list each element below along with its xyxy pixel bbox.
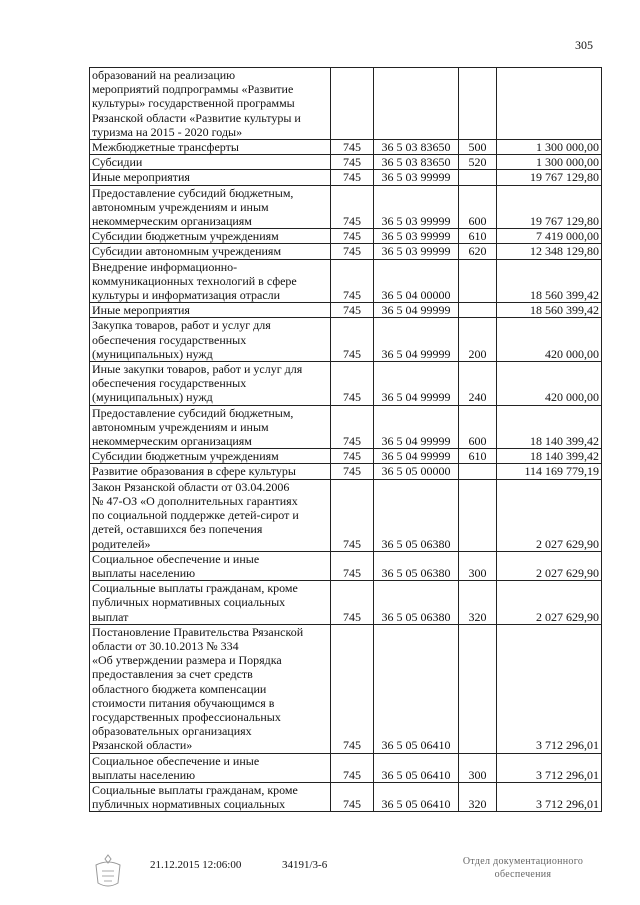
row-name: Субсидии бюджетным учреждениям — [90, 449, 331, 464]
table-row — [90, 318, 602, 362]
row-target-code: 36 5 04 99999 — [374, 405, 459, 449]
table-row — [90, 140, 602, 155]
row-target-code: 36 5 05 06380 — [374, 479, 459, 551]
row-gr-code: 745 — [331, 362, 374, 406]
row-amount: 2 027 629,90 — [497, 551, 602, 580]
row-expense-type — [459, 303, 497, 318]
row-name: образований на реализацию мероприятий подпрограммы «Развитие культуры» государственной программы Рязанской области «Развитие культуры и туризма на 2015 - 2020 годы» — [90, 68, 331, 140]
row-amount: 12 348 129,80 — [497, 244, 602, 259]
page-number: 305 — [575, 38, 593, 52]
row-gr-code: 745 — [331, 624, 374, 753]
row-expense-type — [459, 68, 497, 140]
row-name: Социальное обеспечение и иные выплаты населению — [90, 753, 331, 782]
row-target-code: 36 5 05 06380 — [374, 551, 459, 580]
table-row — [90, 753, 602, 782]
row-amount: 420 000,00 — [497, 362, 602, 406]
row-expense-type: 600 — [459, 405, 497, 449]
row-gr-code: 745 — [331, 405, 374, 449]
budget-table — [89, 67, 602, 812]
row-target-code: 36 5 05 06410 — [374, 782, 459, 811]
row-amount: 19 767 129,80 — [497, 170, 602, 185]
stamp-line-1: Отдел документационного — [462, 856, 584, 867]
row-expense-type: 600 — [459, 185, 497, 229]
row-expense-type: 320 — [459, 782, 497, 811]
emblem-icon — [92, 853, 124, 891]
table-row — [90, 624, 602, 753]
row-gr-code: 745 — [331, 318, 374, 362]
row-name: Иные мероприятия — [90, 170, 331, 185]
row-name: Внедрение информационно- коммуникационных технологий в сфере культуры и информатизация отрасли — [90, 259, 331, 303]
row-expense-type: 610 — [459, 229, 497, 244]
table-row — [90, 405, 602, 449]
row-expense-type: 320 — [459, 581, 497, 625]
row-gr-code: 745 — [331, 782, 374, 811]
row-amount: 420 000,00 — [497, 318, 602, 362]
row-name: Субсидии — [90, 155, 331, 170]
row-gr-code: 745 — [331, 551, 374, 580]
row-amount: 19 767 129,80 — [497, 185, 602, 229]
footer-code: 34191/3-6 — [282, 859, 328, 871]
row-amount: 3 712 296,01 — [497, 782, 602, 811]
row-gr-code: 745 — [331, 259, 374, 303]
row-name: Субсидии бюджетным учреждениям — [90, 229, 331, 244]
row-amount: 18 560 399,42 — [497, 303, 602, 318]
row-target-code: 36 5 04 99999 — [374, 303, 459, 318]
row-amount: 2 027 629,90 — [497, 581, 602, 625]
row-gr-code: 745 — [331, 170, 374, 185]
row-amount: 18 140 399,42 — [497, 405, 602, 449]
table-row — [90, 170, 602, 185]
row-target-code: 36 5 03 99999 — [374, 244, 459, 259]
row-gr-code: 745 — [331, 464, 374, 479]
row-target-code — [374, 68, 459, 140]
department-stamp — [448, 855, 598, 881]
table-row — [90, 259, 602, 303]
row-target-code: 36 5 03 83650 — [374, 140, 459, 155]
table-row — [90, 464, 602, 479]
table-row — [90, 449, 602, 464]
row-name: Закон Рязанской области от 03.04.2006 № 47-ОЗ «О дополнительных гарантиях по социальной поддержке детей-сирот и детей, оставшихся без попечения родителей» — [90, 479, 331, 551]
row-target-code: 36 5 05 06410 — [374, 624, 459, 753]
row-expense-type — [459, 479, 497, 551]
row-gr-code: 745 — [331, 303, 374, 318]
table-row — [90, 551, 602, 580]
row-gr-code: 745 — [331, 155, 374, 170]
row-expense-type: 300 — [459, 753, 497, 782]
table-row — [90, 155, 602, 170]
row-target-code: 36 5 03 99999 — [374, 170, 459, 185]
row-expense-type: 200 — [459, 318, 497, 362]
row-target-code: 36 5 05 06380 — [374, 581, 459, 625]
row-name: Иные мероприятия — [90, 303, 331, 318]
row-name: Иные закупки товаров, работ и услуг для обеспечения государственных (муниципальных) нужд — [90, 362, 331, 406]
row-amount: 1 300 000,00 — [497, 155, 602, 170]
row-expense-type — [459, 259, 497, 303]
stamp-line-2: обеспечения — [494, 869, 552, 880]
row-target-code: 36 5 04 00000 — [374, 259, 459, 303]
table-row — [90, 362, 602, 406]
row-expense-type: 520 — [459, 155, 497, 170]
row-name: Развитие образования в сфере культуры — [90, 464, 331, 479]
row-name: Предоставление субсидий бюджетным, автономным учреждениям и иным некоммерческим организациям — [90, 185, 331, 229]
footer-date: 21.12.2015 12:06:00 — [150, 859, 242, 871]
row-expense-type: 500 — [459, 140, 497, 155]
row-expense-type — [459, 624, 497, 753]
row-amount: 2 027 629,90 — [497, 479, 602, 551]
row-expense-type — [459, 170, 497, 185]
row-amount — [497, 68, 602, 140]
row-name: Постановление Правительства Рязанской области от 30.10.2013 № 334 «Об утверждении размера и Порядка предоставления за счет средств областного бюджета компенсации стоимости питания обучающимся в государственных профессиональных образовательных организациях Рязанской области» — [90, 624, 331, 753]
table-body — [90, 68, 602, 812]
row-name: Социальные выплаты гражданам, кроме публичных нормативных социальных — [90, 782, 331, 811]
row-expense-type — [459, 464, 497, 479]
table-row — [90, 185, 602, 229]
row-expense-type: 610 — [459, 449, 497, 464]
row-amount: 114 169 779,19 — [497, 464, 602, 479]
row-amount: 3 712 296,01 — [497, 753, 602, 782]
table-row — [90, 68, 602, 140]
row-gr-code: 745 — [331, 140, 374, 155]
table-row — [90, 782, 602, 811]
row-amount: 18 560 399,42 — [497, 259, 602, 303]
row-expense-type: 240 — [459, 362, 497, 406]
row-amount: 3 712 296,01 — [497, 624, 602, 753]
row-name: Закупка товаров, работ и услуг для обеспечения государственных (муниципальных) нужд — [90, 318, 331, 362]
row-target-code: 36 5 05 00000 — [374, 464, 459, 479]
row-target-code: 36 5 03 99999 — [374, 229, 459, 244]
row-target-code: 36 5 04 99999 — [374, 449, 459, 464]
row-gr-code — [331, 68, 374, 140]
row-target-code: 36 5 04 99999 — [374, 318, 459, 362]
row-name: Предоставление субсидий бюджетным, автономным учреждениям и иным некоммерческим организациям — [90, 405, 331, 449]
row-gr-code: 745 — [331, 449, 374, 464]
row-gr-code: 745 — [331, 244, 374, 259]
table-row — [90, 479, 602, 551]
row-gr-code: 745 — [331, 185, 374, 229]
row-amount: 1 300 000,00 — [497, 140, 602, 155]
row-gr-code: 745 — [331, 753, 374, 782]
row-name: Социальное обеспечение и иные выплаты населению — [90, 551, 331, 580]
row-gr-code: 745 — [331, 581, 374, 625]
row-target-code: 36 5 03 99999 — [374, 185, 459, 229]
row-name: Межбюджетные трансферты — [90, 140, 331, 155]
table-row — [90, 244, 602, 259]
row-expense-type: 620 — [459, 244, 497, 259]
row-name: Субсидии автономным учреждениям — [90, 244, 331, 259]
table-row — [90, 229, 602, 244]
row-amount: 7 419 000,00 — [497, 229, 602, 244]
row-gr-code: 745 — [331, 229, 374, 244]
row-target-code: 36 5 03 83650 — [374, 155, 459, 170]
row-amount: 18 140 399,42 — [497, 449, 602, 464]
row-expense-type: 300 — [459, 551, 497, 580]
table-row — [90, 303, 602, 318]
row-target-code: 36 5 04 99999 — [374, 362, 459, 406]
row-name: Социальные выплаты гражданам, кроме публичных нормативных социальных выплат — [90, 581, 331, 625]
row-target-code: 36 5 05 06410 — [374, 753, 459, 782]
table-row — [90, 581, 602, 625]
row-gr-code: 745 — [331, 479, 374, 551]
